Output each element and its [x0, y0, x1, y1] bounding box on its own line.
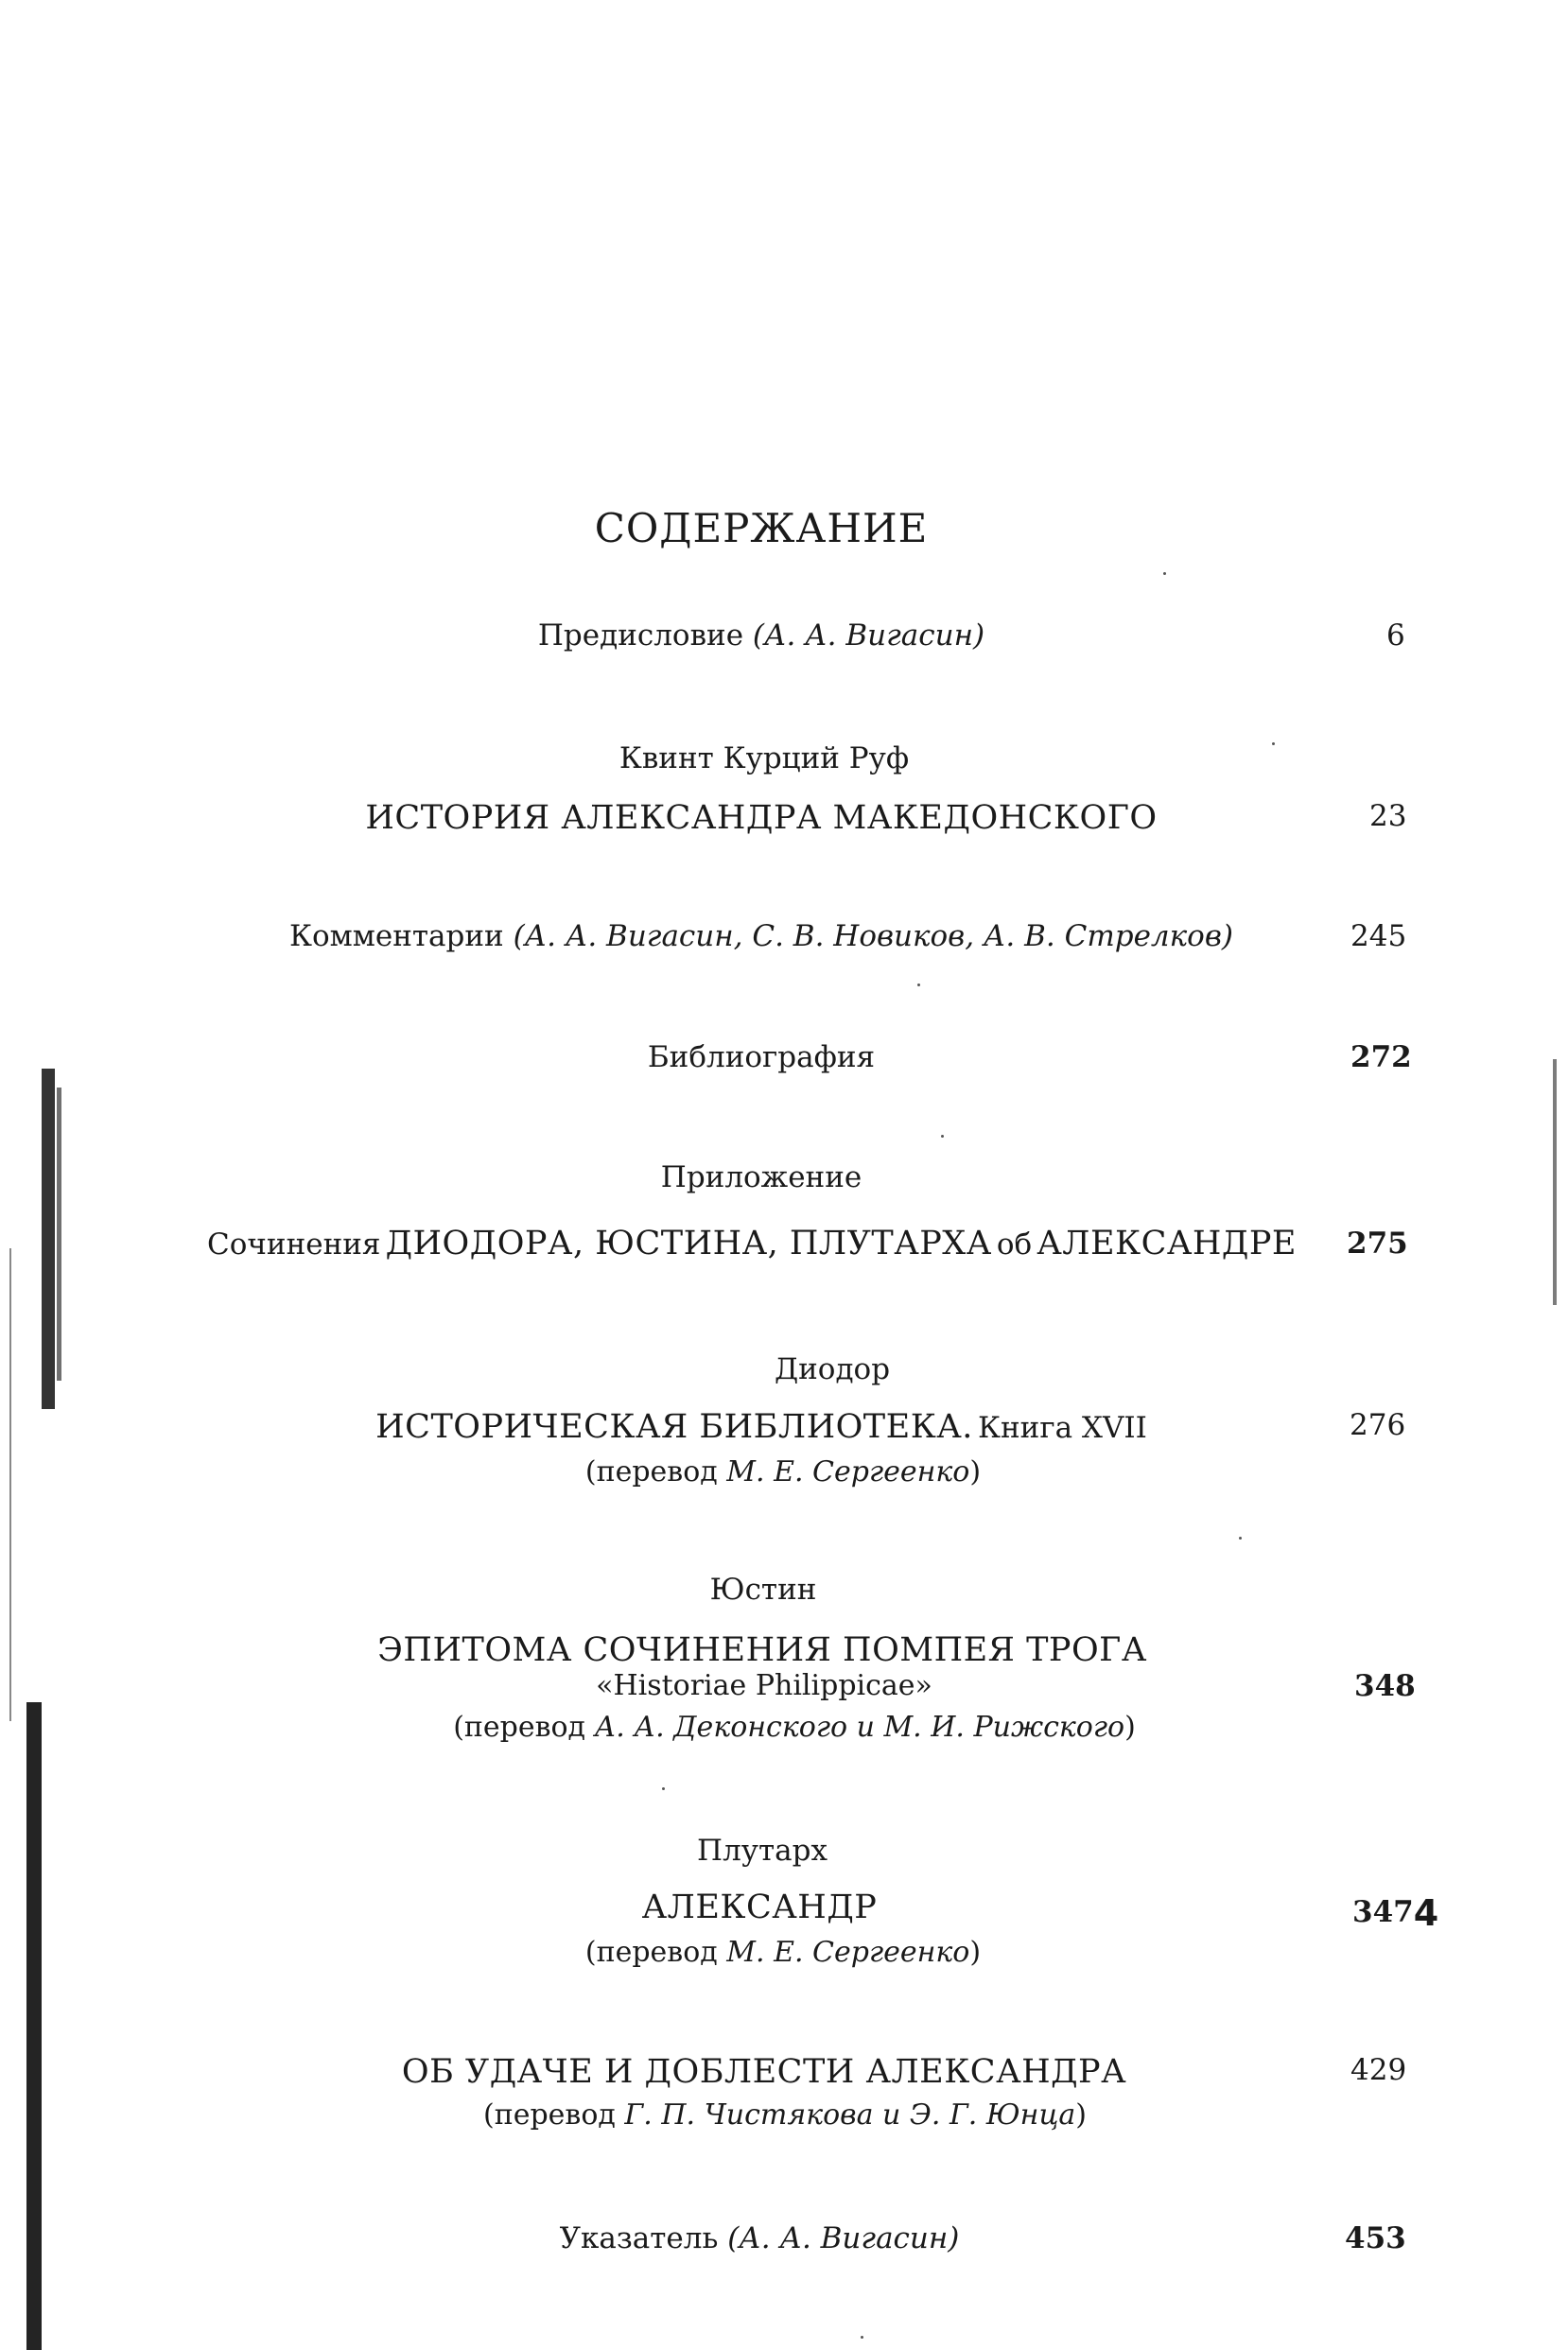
- translation-prefix: (перевод: [584, 1455, 718, 1488]
- work-title: ИСТОРИЯ АЛЕКСАНДРА МАКЕДОНСКОГО: [365, 799, 1158, 837]
- page-number: 275: [1347, 1227, 1408, 1261]
- author-heading: Плутарх: [697, 1834, 828, 1868]
- entry-lead: Сочинения: [207, 1227, 381, 1262]
- scan-edge-shadow: [26, 1702, 42, 2350]
- entry-label: Комментарии: [289, 919, 504, 953]
- scan-edge-shadow: [1553, 1059, 1557, 1305]
- page-number: 245: [1350, 919, 1407, 953]
- entry-label: Указатель: [559, 2221, 719, 2255]
- toc-entry-preface: [537, 618, 985, 653]
- translation-credit: [584, 1455, 982, 1488]
- work-title: [375, 1408, 1147, 1446]
- author-heading: Диодор: [774, 1352, 891, 1386]
- work-title: ОБ УДАЧЕ И ДОБЛЕСТИ АЛЕКСАНДРА: [401, 2053, 1127, 2091]
- translator: А. А. Деконского и М. И. Рижского: [594, 1711, 1125, 1744]
- translation-suffix: ): [969, 1936, 982, 1969]
- translation-credit: [453, 1711, 1136, 1744]
- work-subtitle: «Historiae Philippicae»: [596, 1669, 932, 1702]
- scan-speck: [917, 984, 920, 986]
- page-number: 348: [1354, 1669, 1416, 1703]
- translation-prefix: (перевод: [483, 2098, 616, 2132]
- translator: М. Е. Сергеенко: [726, 1936, 970, 1969]
- work-title: ЭПИТОМА СОЧИНЕНИЯ ПОМПЕЯ ТРОГА: [377, 1631, 1147, 1669]
- entry-authors-caps: ДИОДОРА, ЮСТИНА, ПЛУТАРХА: [385, 1225, 992, 1262]
- author-heading: Квинт Курций Руф: [618, 741, 910, 775]
- page-number-printed: 347: [1352, 1895, 1414, 1929]
- translation-prefix: (перевод: [584, 1936, 718, 1969]
- work-title-caps: ИСТОРИЧЕСКАЯ БИБЛИОТЕКА.: [375, 1408, 973, 1446]
- section-heading-appendix: Приложение: [660, 1160, 862, 1194]
- page-number: 272: [1350, 1040, 1412, 1074]
- scan-edge-shadow: [42, 1069, 55, 1409]
- scan-speck: [1163, 572, 1166, 575]
- toc-entry-index: [559, 2221, 960, 2255]
- entry-author: (А. А. Вигасин): [752, 618, 985, 653]
- toc-entry-appendix: [207, 1227, 1297, 1261]
- page-number: [1352, 1891, 1439, 1934]
- scan-speck: [662, 1787, 665, 1790]
- author-heading: Юстин: [709, 1573, 817, 1607]
- entry-subject-caps: АЛЕКСАНДРЕ: [1037, 1225, 1297, 1262]
- scan-edge-shadow: [9, 1248, 11, 1721]
- translation-credit: [483, 2098, 1087, 2132]
- scan-speck: [1239, 1537, 1242, 1540]
- page-number: 6: [1386, 618, 1405, 653]
- scan-edge-shadow: [57, 1088, 61, 1381]
- translation-suffix: ): [1124, 1711, 1136, 1744]
- translation-prefix: (перевод: [453, 1711, 586, 1744]
- entry-author: (А. А. Вигасин): [727, 2221, 960, 2255]
- toc-entry-commentary: [289, 919, 1233, 953]
- handwritten-correction: 4: [1413, 1892, 1439, 1934]
- entry-label: Предисловие: [537, 618, 744, 653]
- scan-speck: [861, 2336, 863, 2339]
- work-title: АЛЕКСАНДР: [641, 1889, 878, 1926]
- translation-suffix: ): [969, 1455, 982, 1488]
- scan-speck: [1272, 742, 1275, 745]
- translator: М. Е. Сергеенко: [726, 1455, 970, 1488]
- scan-speck: [941, 1135, 944, 1138]
- page-number: 276: [1350, 1408, 1406, 1442]
- translation-suffix: ): [1075, 2098, 1087, 2132]
- entry-preposition: об: [996, 1227, 1033, 1262]
- toc-entry-bibliography: Библиография: [647, 1040, 876, 1074]
- page-number: 453: [1345, 2221, 1406, 2255]
- page-number: 429: [1350, 2053, 1407, 2087]
- translator: Г. П. Чистякова и Э. Г. Юнца: [624, 2098, 1076, 2132]
- work-book: Книга XVII: [978, 1411, 1147, 1445]
- page-title: СОДЕРЖАНИЕ: [594, 505, 929, 551]
- entry-authors: (А. А. Вигасин, С. В. Новиков, А. В. Стрелков): [513, 919, 1233, 953]
- page-number: 23: [1369, 799, 1407, 833]
- translation-credit: [584, 1936, 982, 1969]
